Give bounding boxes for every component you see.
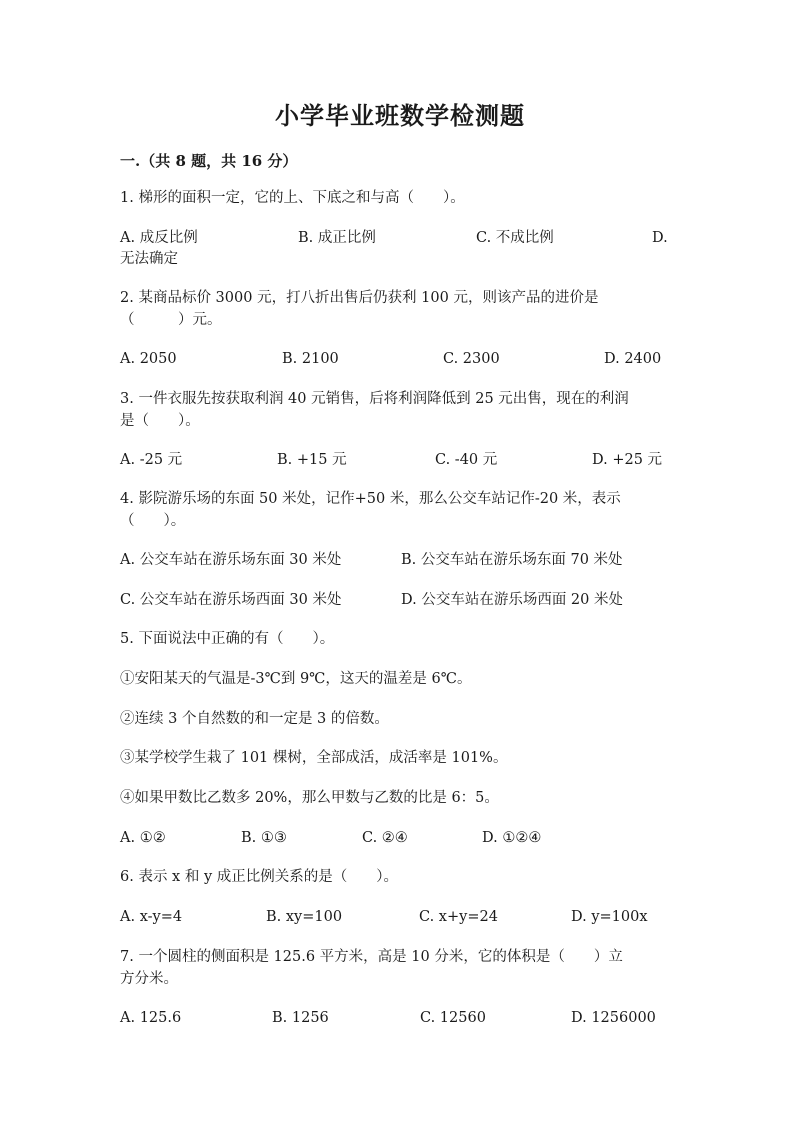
question-3-option-d: D. +25 元: [592, 452, 663, 468]
question-5-statement-2: ②连续 3 个自然数的和一定是 3 的倍数。: [120, 711, 389, 727]
question-4-option-a: A. 公交车站在游乐场东面 30 米处: [120, 552, 342, 568]
question-2-option-d: D. 2400: [604, 351, 662, 367]
question-2-option-a: A. 2050: [120, 351, 177, 367]
question-4-option-b: B. 公交车站在游乐场东面 70 米处: [401, 552, 623, 568]
question-7-option-a: A. 125.6: [120, 1010, 182, 1026]
question-4-option-d: D. 公交车站在游乐场西面 20 米处: [401, 592, 623, 608]
question-4-stem-line-1: 4. 影院游乐场的东面 50 米处，记作+50 米，那么公交车站记作-20 米，表示: [120, 491, 621, 507]
question-3-stem-line-2: 是（ ）。: [120, 413, 200, 429]
question-6-option-b: B. xy=100: [266, 909, 343, 925]
question-4-stem-line-2: （ ）。: [120, 513, 186, 529]
question-1-stem: 1. 梯形的面积一定，它的上、下底之和与高（ ）。: [120, 190, 465, 206]
question-7-option-c: C. 12560: [420, 1010, 486, 1026]
question-1-option-a: A. 成反比例: [120, 230, 198, 246]
question-5-statement-1: ①安阳某天的气温是-3℃到 9℃，这天的温差是 6℃。: [120, 671, 472, 687]
question-5-option-a: A. ①②: [120, 830, 166, 846]
question-7-option-b: B. 1256: [272, 1010, 329, 1026]
question-1-option-d: D.: [652, 230, 668, 246]
question-5-statement-4: ④如果甲数比乙数多 20%，那么甲数与乙数的比是 6：5。: [120, 790, 499, 806]
question-5-option-b: B. ①③: [241, 830, 287, 846]
page-title: 小学毕业班数学检测题: [275, 101, 525, 130]
question-7-stem-line-1: 7. 一个圆柱的侧面积是 125.6 平方米，高是 10 分米，它的体积是（ ）立: [120, 949, 623, 965]
question-3-option-b: B. +15 元: [277, 452, 347, 468]
question-6-option-c: C. x+y=24: [419, 909, 498, 925]
question-6-option-d: D. y=100x: [571, 909, 648, 925]
question-4-option-c: C. 公交车站在游乐场西面 30 米处: [120, 592, 342, 608]
question-1-option-b: B. 成正比例: [298, 230, 376, 246]
question-2-option-b: B. 2100: [282, 351, 339, 367]
question-7-stem-line-2: 方分米。: [120, 971, 178, 987]
section-heading: 一.（共 8 题，共 16 分）: [120, 152, 298, 170]
question-1-option-c: C. 不成比例: [476, 230, 554, 246]
question-2-option-c: C. 2300: [443, 351, 500, 367]
question-3-stem-line-1: 3. 一件衣服先按获取利润 40 元销售，后将利润降低到 25 元出售，现在的利润: [120, 391, 629, 407]
question-3-option-c: C. -40 元: [435, 452, 498, 468]
question-3-option-a: A. -25 元: [120, 452, 183, 468]
question-7-option-d: D. 1256000: [571, 1010, 656, 1026]
question-5-option-c: C. ②④: [362, 830, 408, 846]
question-6-option-a: A. x-y=4: [120, 909, 183, 925]
question-5-stem: 5. 下面说法中正确的有（ ）。: [120, 631, 335, 647]
question-6-stem: 6. 表示 x 和 y 成正比例关系的是（ ）。: [120, 869, 398, 885]
question-1-option-d-continued: 无法确定: [120, 251, 178, 267]
question-5-statement-3: ③某学校学生栽了 101 棵树，全部成活，成活率是 101%。: [120, 750, 508, 766]
question-5-option-d: D. ①②④: [482, 830, 542, 846]
question-2-stem-line-2: （ ）元。: [120, 312, 222, 328]
question-2-stem-line-1: 2. 某商品标价 3000 元，打八折出售后仍获利 100 元，则该产品的进价是: [120, 290, 599, 306]
